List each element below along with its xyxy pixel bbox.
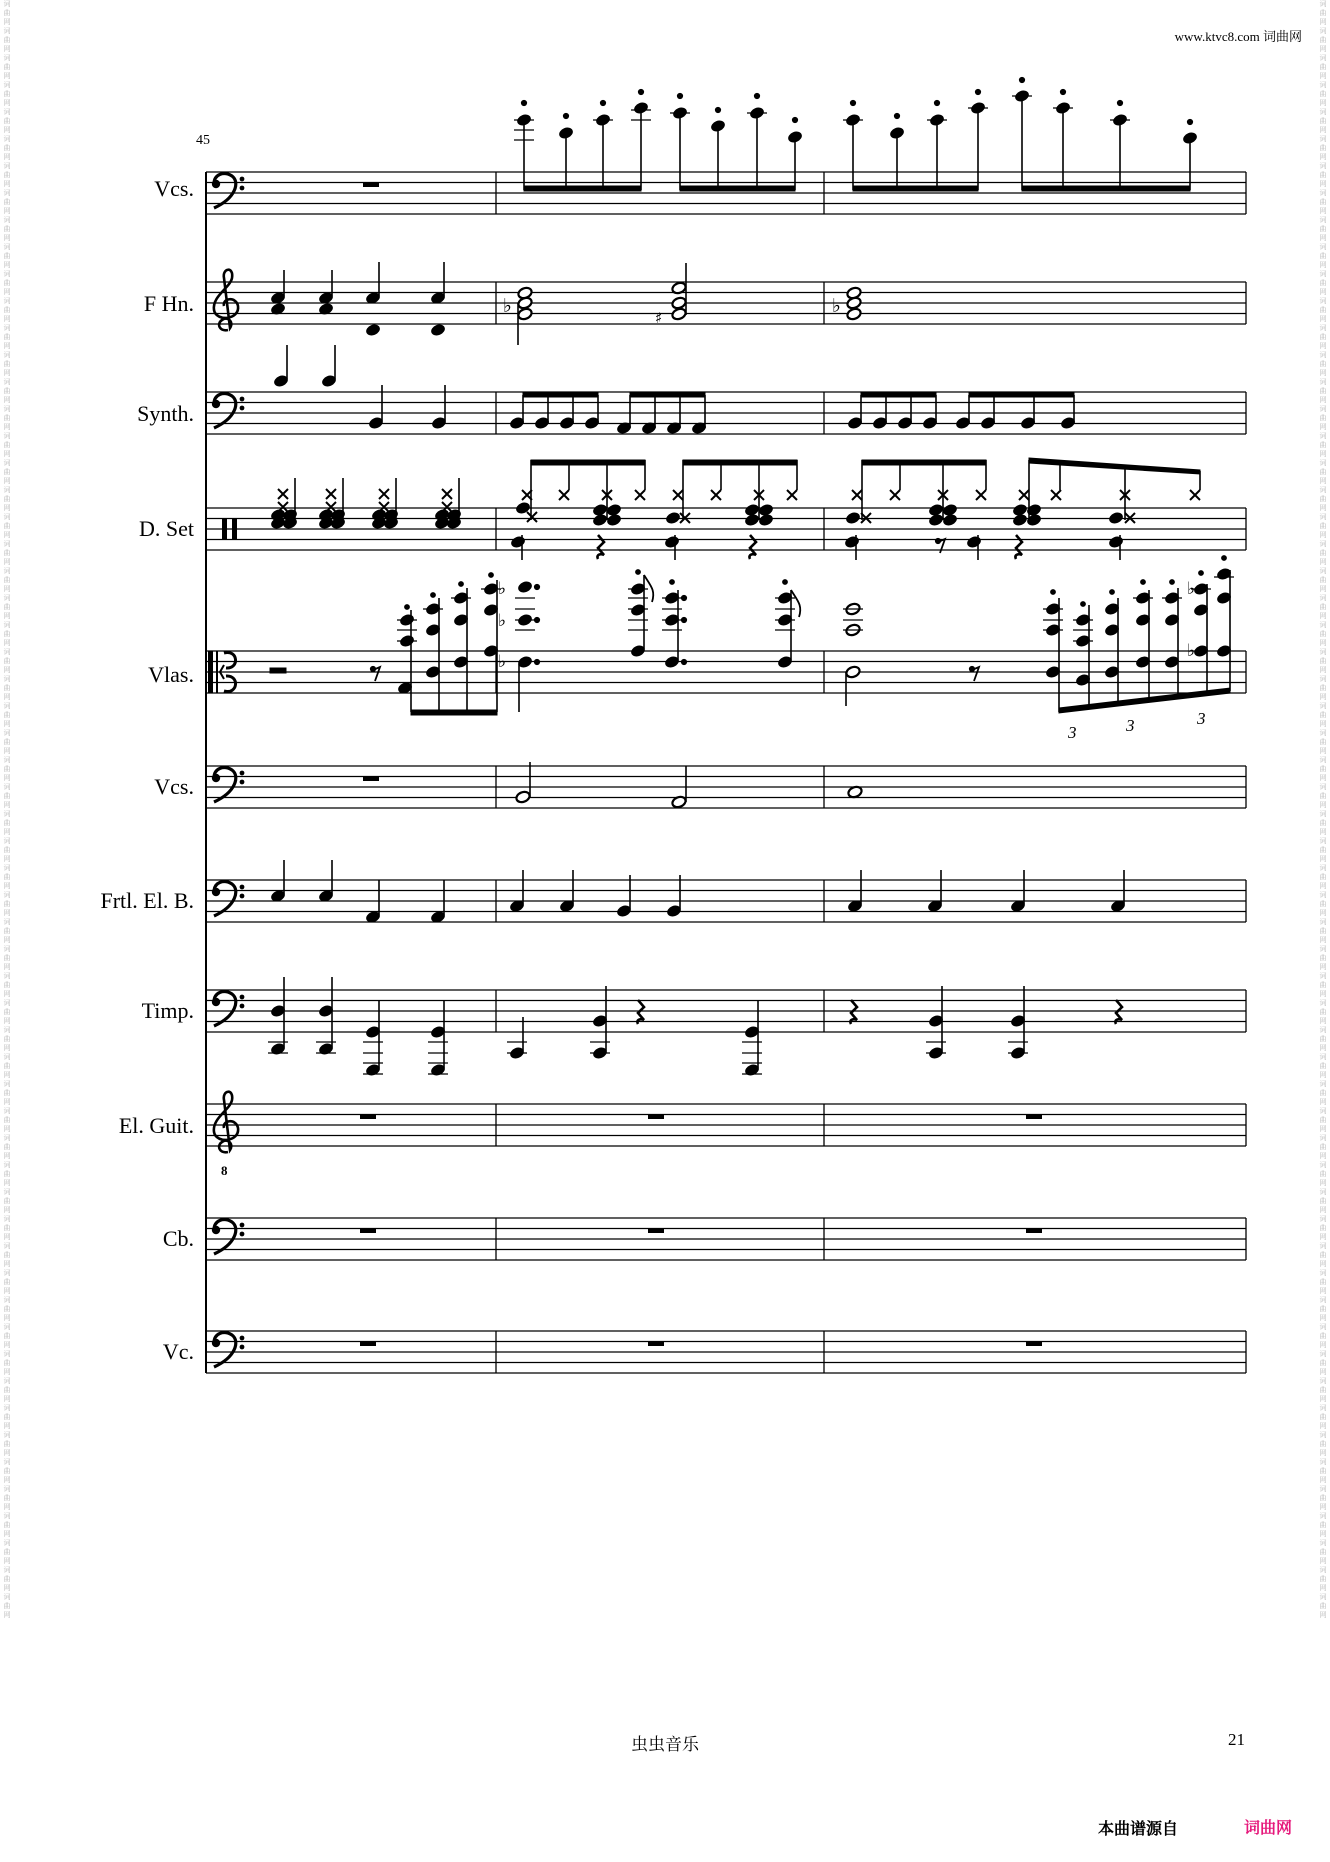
instrument-label-cb: Cb. (162, 1226, 194, 1251)
staff-vc (206, 1331, 1246, 1373)
tuplet-mark-3: 3 (1197, 709, 1206, 728)
left-watermark-strip: 词曲网词曲网词曲网词曲网词曲网词曲网词曲网词曲网词曲网词曲网词曲网词曲网词曲网词曲网词曲网词曲网词曲网词曲网词曲网词曲网词曲网词曲网词曲网词曲网词曲网词曲网词曲网词曲网词曲网词曲网词曲网词曲网词曲网词曲网词曲网词曲网词曲网词曲网词曲网词曲网词曲网词曲网词曲网词曲网词曲网词曲网词曲网词曲网词曲网词曲网词曲网词曲网词曲网词曲网词曲网词曲网词曲网词曲网词曲网词曲网 (3, 0, 11, 1619)
vlas-accidentals (498, 579, 1195, 672)
vlas-notes (270, 556, 1234, 715)
instrument-label-vcs-2: Vcs. (154, 774, 194, 799)
staff-vlas (206, 651, 1246, 693)
staff-f-hn (206, 270, 1246, 331)
staff-frtl-el-b (206, 880, 1246, 922)
footer-center-text: 虫虫音乐 (631, 1735, 699, 1754)
timp-notes (268, 977, 1122, 1077)
source-text: 本曲谱源自 (1098, 1819, 1179, 1838)
instrument-label-vcs: Vcs. (154, 176, 194, 201)
staff-vcs-top (206, 172, 1246, 214)
page-number: 21 (1228, 1730, 1245, 1749)
svg-text:♭: ♭ (498, 579, 507, 599)
instrument-label-el-guit: El. Guit. (118, 1113, 194, 1138)
right-watermark-strip: 词曲网词曲网词曲网词曲网词曲网词曲网词曲网词曲网词曲网词曲网词曲网词曲网词曲网词曲网词曲网词曲网词曲网词曲网词曲网词曲网词曲网词曲网词曲网词曲网词曲网词曲网词曲网词曲网词曲网词曲网词曲网词曲网词曲网词曲网词曲网词曲网词曲网词曲网词曲网词曲网词曲网词曲网词曲网词曲网词曲网词曲网词曲网词曲网词曲网词曲网词曲网词曲网词曲网词曲网词曲网词曲网词曲网词曲网词曲网词曲网 (1319, 0, 1327, 1619)
synth-notes (273, 345, 1076, 435)
vcs-lower-notes (515, 762, 863, 809)
f-hn-accidentals (503, 295, 841, 327)
instrument-label-vlas: Vlas. (148, 662, 194, 687)
instrument-label-f-hn: F Hn. (143, 291, 194, 316)
d-set-notes (270, 458, 1200, 560)
instrument-label-d-set: D. Set (139, 516, 194, 541)
svg-text:♭: ♭ (498, 611, 507, 631)
vlas-tuplets (1067, 709, 1206, 742)
site-header[interactable]: www.ktvc8.com 词曲网 (1174, 29, 1302, 44)
tuplet-mark-1: 3 (1068, 723, 1077, 742)
staff-synth (206, 392, 1246, 434)
vcs-top-measure2-notes (514, 89, 803, 191)
measure-number: 45 (196, 133, 210, 148)
source-brand-link[interactable]: 词曲网 (1244, 1818, 1293, 1837)
tuplet-mark-2: 3 (1126, 716, 1135, 735)
staff-d-set (206, 508, 1246, 550)
staff-vcs-lower (206, 766, 1246, 808)
instrument-label-synth: Synth. (137, 401, 194, 426)
frtl-el-b-notes (270, 860, 1126, 924)
svg-text:♭: ♭ (1187, 641, 1196, 661)
svg-text:♭: ♭ (503, 295, 512, 317)
instrument-label-timp: Timp. (141, 998, 194, 1023)
svg-text:♯: ♯ (655, 309, 663, 327)
instrument-label-frtl-el-b: Frtl. El. B. (100, 888, 194, 913)
vcs-top-measure3-notes (843, 77, 1198, 191)
staff-timp (206, 990, 1246, 1032)
svg-text:♭: ♭ (832, 295, 841, 317)
guitar-octave-mark: 8 (221, 1163, 228, 1178)
svg-text:♭: ♭ (498, 652, 507, 672)
instrument-label-vc: Vc. (162, 1339, 194, 1364)
staff-el-guit (206, 1092, 1246, 1153)
staff-cb (206, 1218, 1246, 1260)
svg-text:♭: ♭ (1187, 579, 1196, 599)
